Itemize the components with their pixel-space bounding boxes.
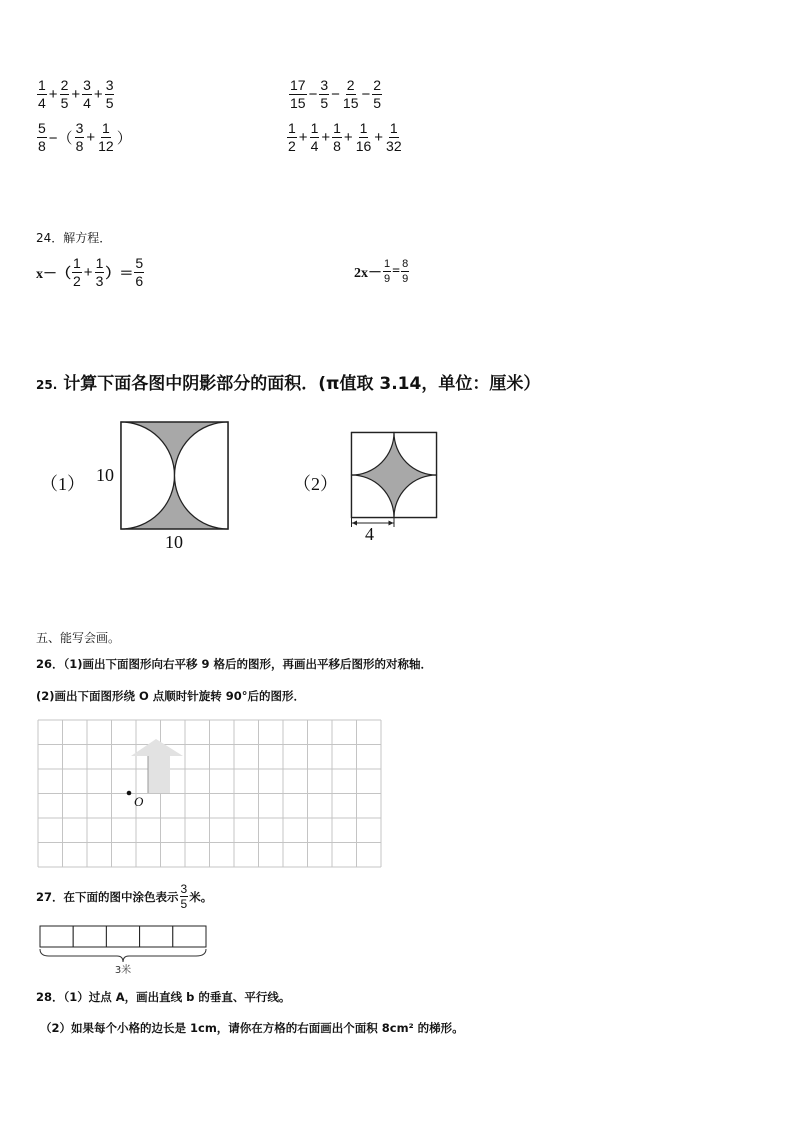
grid-figure xyxy=(37,719,389,869)
expr-4: $\frac{1}{2}$ + $\frac{1}{4}$ + $\frac{1}{8}$ + $\frac{1}{16}$ + $\frac{1}{32}$ xyxy=(288,120,402,154)
q25-heading: 25. 计算下面各图中阴影部分的面积．(π值取 3.14，单位：厘米） xyxy=(36,369,540,394)
fraction: $\frac{1}{2}$ xyxy=(73,255,81,289)
q25-title: 计算下面各图中阴影部分的面积．(π值取 3.14，单位：厘米） xyxy=(63,374,541,394)
q27-box[interactable] xyxy=(173,926,206,947)
fraction: $\frac{1}{3}$ xyxy=(95,255,104,289)
fraction: $\frac{2}{5}$ xyxy=(373,77,382,111)
fraction: $\frac{1}{12}$ xyxy=(98,120,114,154)
expr-3: $\frac{5}{8}$ −（ $\frac{3}{8}$ + $\frac{1}{12}$ ） xyxy=(38,120,132,154)
fraction: $\frac{17}{15}$ xyxy=(290,77,306,111)
fraction: $\frac{1}{16}$ xyxy=(355,120,372,154)
q27-box[interactable] xyxy=(140,926,173,947)
equation-1: x－（ $\frac{1}{2}$ + $\frac{1}{3}$ ）＝ $\frac{5}{6}$ xyxy=(36,255,144,289)
q26-line2: (2)画出下面图形绕 O 点顺时针旋转 90°后的图形． xyxy=(36,689,306,703)
fraction: $\frac{3}{4}$ xyxy=(83,77,91,111)
fraction: $\frac{2}{15}$ xyxy=(342,77,359,111)
fraction: $\frac{1}{2}$ xyxy=(288,120,296,154)
fraction: $\frac{5}{6}$ xyxy=(135,255,144,289)
q27-bar-figure xyxy=(39,925,211,977)
q27-box[interactable] xyxy=(73,926,106,947)
q28-line2: （2）如果每个小格的边长是 1cm，请你在方格的右面画出个面积 8cm² 的梯形。 xyxy=(40,1021,464,1035)
point-o xyxy=(127,791,132,796)
q27-box[interactable] xyxy=(40,926,73,947)
fraction: $\frac{8}{9}$ xyxy=(402,258,409,285)
grid xyxy=(38,720,381,867)
point-o-label: O xyxy=(134,794,144,809)
arrow-shape xyxy=(131,739,183,793)
equation-2: 2x－ $\frac{1}{9}$ = $\frac{8}{9}$ xyxy=(354,258,409,285)
fraction: $\frac{3}{5}$ xyxy=(180,882,188,911)
expr-1: $\frac{1}{4}$ + $\frac{2}{5}$ + $\frac{3}{4}$ + $\frac{3}{5}$ xyxy=(38,77,114,111)
q26-line1: 26．（1)画出下面图形向右平移 9 格后的图形，再画出平移后图形的对称轴． xyxy=(36,657,433,671)
fig2-measure-label: 4 xyxy=(365,524,374,544)
figure-1 xyxy=(120,421,230,531)
fraction: $\frac{1}{8}$ xyxy=(333,120,341,154)
section5-title: 五、能写会画。 xyxy=(36,631,121,645)
q28-line1: 28．（1）过点 A，画出直线 b 的垂直、平行线。 xyxy=(36,990,291,1004)
fraction: $\frac{2}{5}$ xyxy=(60,77,69,111)
fraction: $\frac{3}{5}$ xyxy=(320,77,329,111)
fraction: $\frac{3}{5}$ xyxy=(105,77,114,111)
q27-brace xyxy=(40,949,206,962)
fraction: $\frac{3}{8}$ xyxy=(75,120,84,154)
fraction: $\frac{1}{32}$ xyxy=(386,120,402,154)
fraction: $\frac{5}{8}$ xyxy=(38,120,46,154)
fig1-bottom-label: 10 xyxy=(165,532,183,552)
fig2-label: （2） xyxy=(293,474,338,494)
fig1-side-label: 10 xyxy=(96,465,114,485)
q27-question: 27．在下面的图中涂色表示 $\frac{3}{5}$ 米。 xyxy=(36,882,213,911)
fig1-label: （1） xyxy=(40,474,85,494)
expr-2: $\frac{17}{15}$ − $\frac{3}{5}$ − $\frac{2}{15}$ − $\frac{2}{5}$ xyxy=(290,77,382,111)
q27-box[interactable] xyxy=(106,926,139,947)
fraction: $\frac{1}{9}$ xyxy=(384,258,391,285)
fraction: $\frac{1}{4}$ xyxy=(38,77,46,111)
q27-boxes xyxy=(40,926,206,947)
q24-title: 24．解方程． xyxy=(36,231,112,245)
q27-brace-label: 3米 xyxy=(114,965,132,976)
figure-2 xyxy=(350,431,440,543)
fraction: $\frac{1}{4}$ xyxy=(310,120,319,154)
